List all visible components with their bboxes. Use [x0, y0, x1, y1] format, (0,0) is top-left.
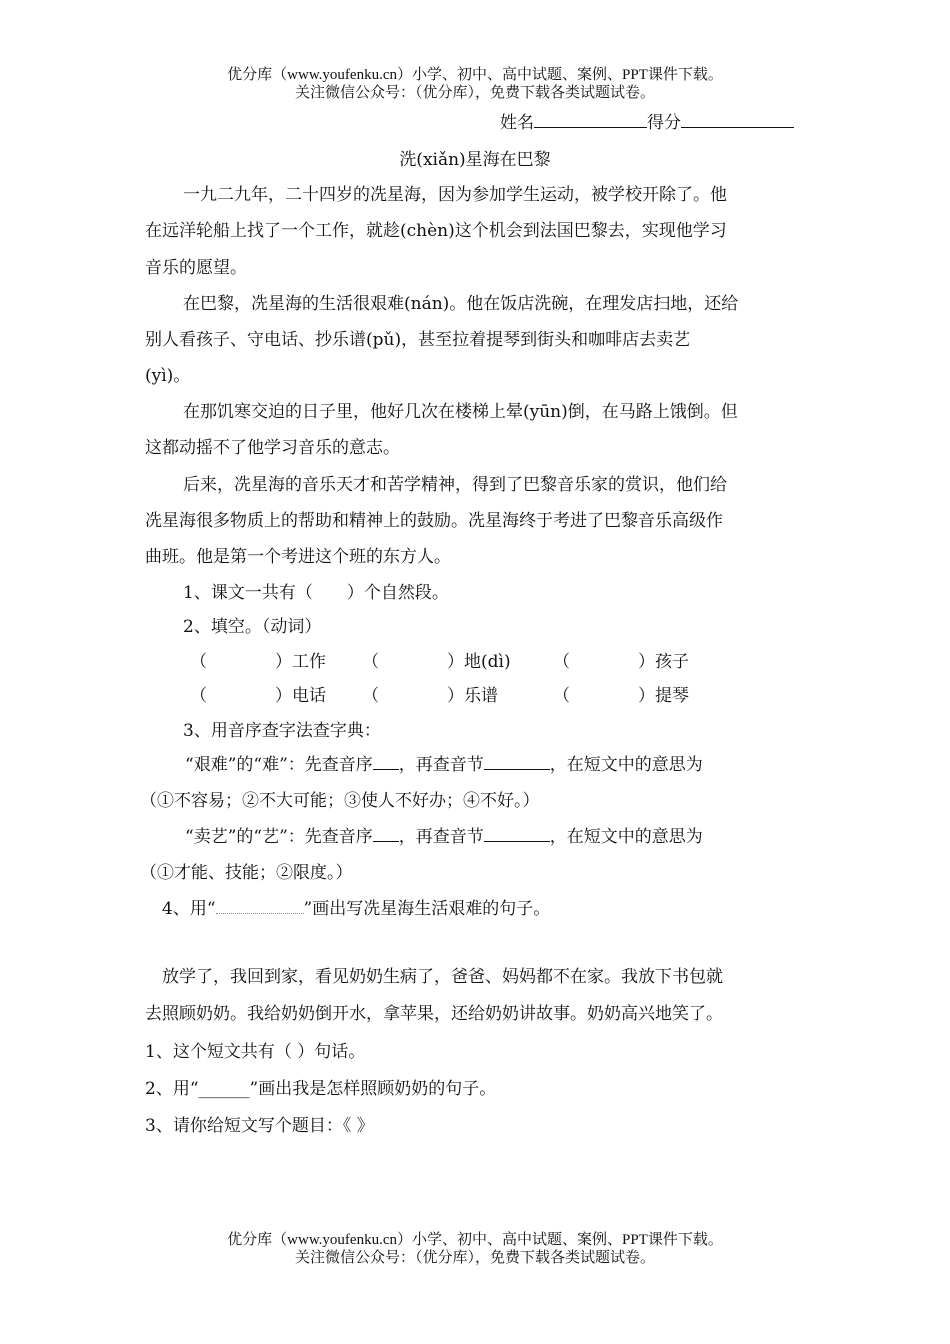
q3b-middle: ，再查音节 — [398, 827, 484, 847]
wavy-line-mark — [216, 901, 304, 914]
q3b-prefix: “卖艺”的“艺”：先查音序 — [185, 827, 373, 847]
passage1-line: 别人看孩子、守电话、抄乐谱(pǔ)，甚至拉着提琴到街头和咖啡店去卖艺 — [145, 330, 691, 350]
q3a-syllable-blank[interactable] — [484, 753, 550, 770]
question-3b — [185, 822, 703, 847]
q3b-letter-blank[interactable] — [373, 825, 399, 842]
name-blank[interactable] — [534, 111, 647, 128]
name-label: 姓名 — [500, 113, 534, 133]
header-line-1: 优分库（www.youfenku.cn）小学、初中、高中试题、案例、PPT课件下载。 — [227, 67, 723, 83]
passage2-question-1: 1、这个短文共有（ ）句话。 — [145, 1042, 366, 1062]
fill-blank-item[interactable]: （ ）乐谱 — [362, 686, 498, 706]
passage1-line: 后来，冼星海的音乐天才和苦学精神，得到了巴黎音乐家的赏识，他们给 — [183, 475, 727, 495]
passage1-line: 一九二九年，二十四岁的冼星海，因为参加学生运动，被学校开除了。他 — [183, 185, 727, 205]
q4-prefix: 4、用“ — [162, 899, 216, 919]
passage2-question-2: 2、用“______”画出我是怎样照顾奶奶的句子。 — [145, 1079, 497, 1099]
question-3a — [185, 750, 703, 775]
header-line-2: 关注微信公众号：（优分库），免费下载各类试题试卷。 — [294, 85, 655, 101]
passage1-line: 这都动摇不了他学习音乐的意志。 — [145, 438, 400, 458]
question-3: 3、用音序查字法查字典： — [183, 721, 381, 741]
q3a-prefix: “艰难”的“难”：先查音序 — [185, 755, 373, 775]
footer-line-1: 优分库（www.youfenku.cn）小学、初中、高中试题、案例、PPT课件下载。 — [227, 1232, 723, 1248]
score-label: 得分 — [647, 113, 681, 133]
passage1-line: 在巴黎，冼星海的生活很艰难(nán)。他在饭店洗碗，在理发店扫地，还给 — [183, 294, 739, 314]
passage1-line: (yì)。 — [145, 366, 191, 386]
fill-blank-item[interactable]: （ ）电话 — [190, 686, 326, 706]
q3a-suffix: ，在短文中的意思为 — [549, 755, 703, 775]
question-4 — [162, 894, 550, 919]
fill-blank-item[interactable]: （ ）工作 — [190, 652, 326, 672]
fill-blank-item[interactable]: （ ）提琴 — [553, 686, 689, 706]
question-3b-options: （①才能、技能；②限度。） — [140, 863, 353, 883]
passage1-line: 音乐的愿望。 — [145, 258, 247, 278]
passage2-question-3: 3、请你给短文写个题目：《 》 — [145, 1116, 374, 1136]
q3a-middle: ，再查音节 — [398, 755, 484, 775]
passage-title: 洗(xiǎn)星海在巴黎 — [399, 150, 551, 170]
fill-blank-item[interactable]: （ ）孩子 — [553, 652, 689, 672]
passage1-line: 在那饥寒交迫的日子里，他好几次在楼梯上晕(yūn)倒，在马路上饿倒。但 — [183, 402, 738, 422]
question-3a-options: （①不容易；②不大可能；③使人不好办；④不好。） — [140, 791, 540, 811]
passage1-line: 冼星海很多物质上的帮助和精神上的鼓励。冼星海终于考进了巴黎音乐高级作 — [145, 511, 723, 531]
fill-blank-item[interactable]: （ ）地(dì) — [362, 652, 511, 672]
footer-line-2: 关注微信公众号：（优分库），免费下载各类试题试卷。 — [294, 1250, 655, 1266]
q3a-letter-blank[interactable] — [373, 753, 399, 770]
passage1-line: 曲班。他是第一个考进这个班的东方人。 — [145, 547, 451, 567]
score-blank[interactable] — [681, 111, 794, 128]
passage2-line: 放学了，我回到家，看见奶奶生病了，爸爸、妈妈都不在家。我放下书包就 — [162, 967, 723, 987]
q3b-syllable-blank[interactable] — [484, 825, 550, 842]
student-info — [500, 108, 794, 133]
q3b-suffix: ，在短文中的意思为 — [549, 827, 703, 847]
q4-suffix: ”画出写冼星海生活艰难的句子。 — [303, 899, 551, 919]
passage2-line: 去照顾奶奶。我给奶奶倒开水，拿苹果，还给奶奶讲故事。奶奶高兴地笑了。 — [145, 1004, 723, 1024]
passage1-line: 在远洋轮船上找了一个工作，就趁(chèn)这个机会到法国巴黎去，实现他学习 — [145, 221, 727, 241]
question-1: 1、课文一共有（ ）个自然段。 — [183, 583, 449, 603]
question-2: 2、填空。（动词） — [183, 617, 322, 637]
